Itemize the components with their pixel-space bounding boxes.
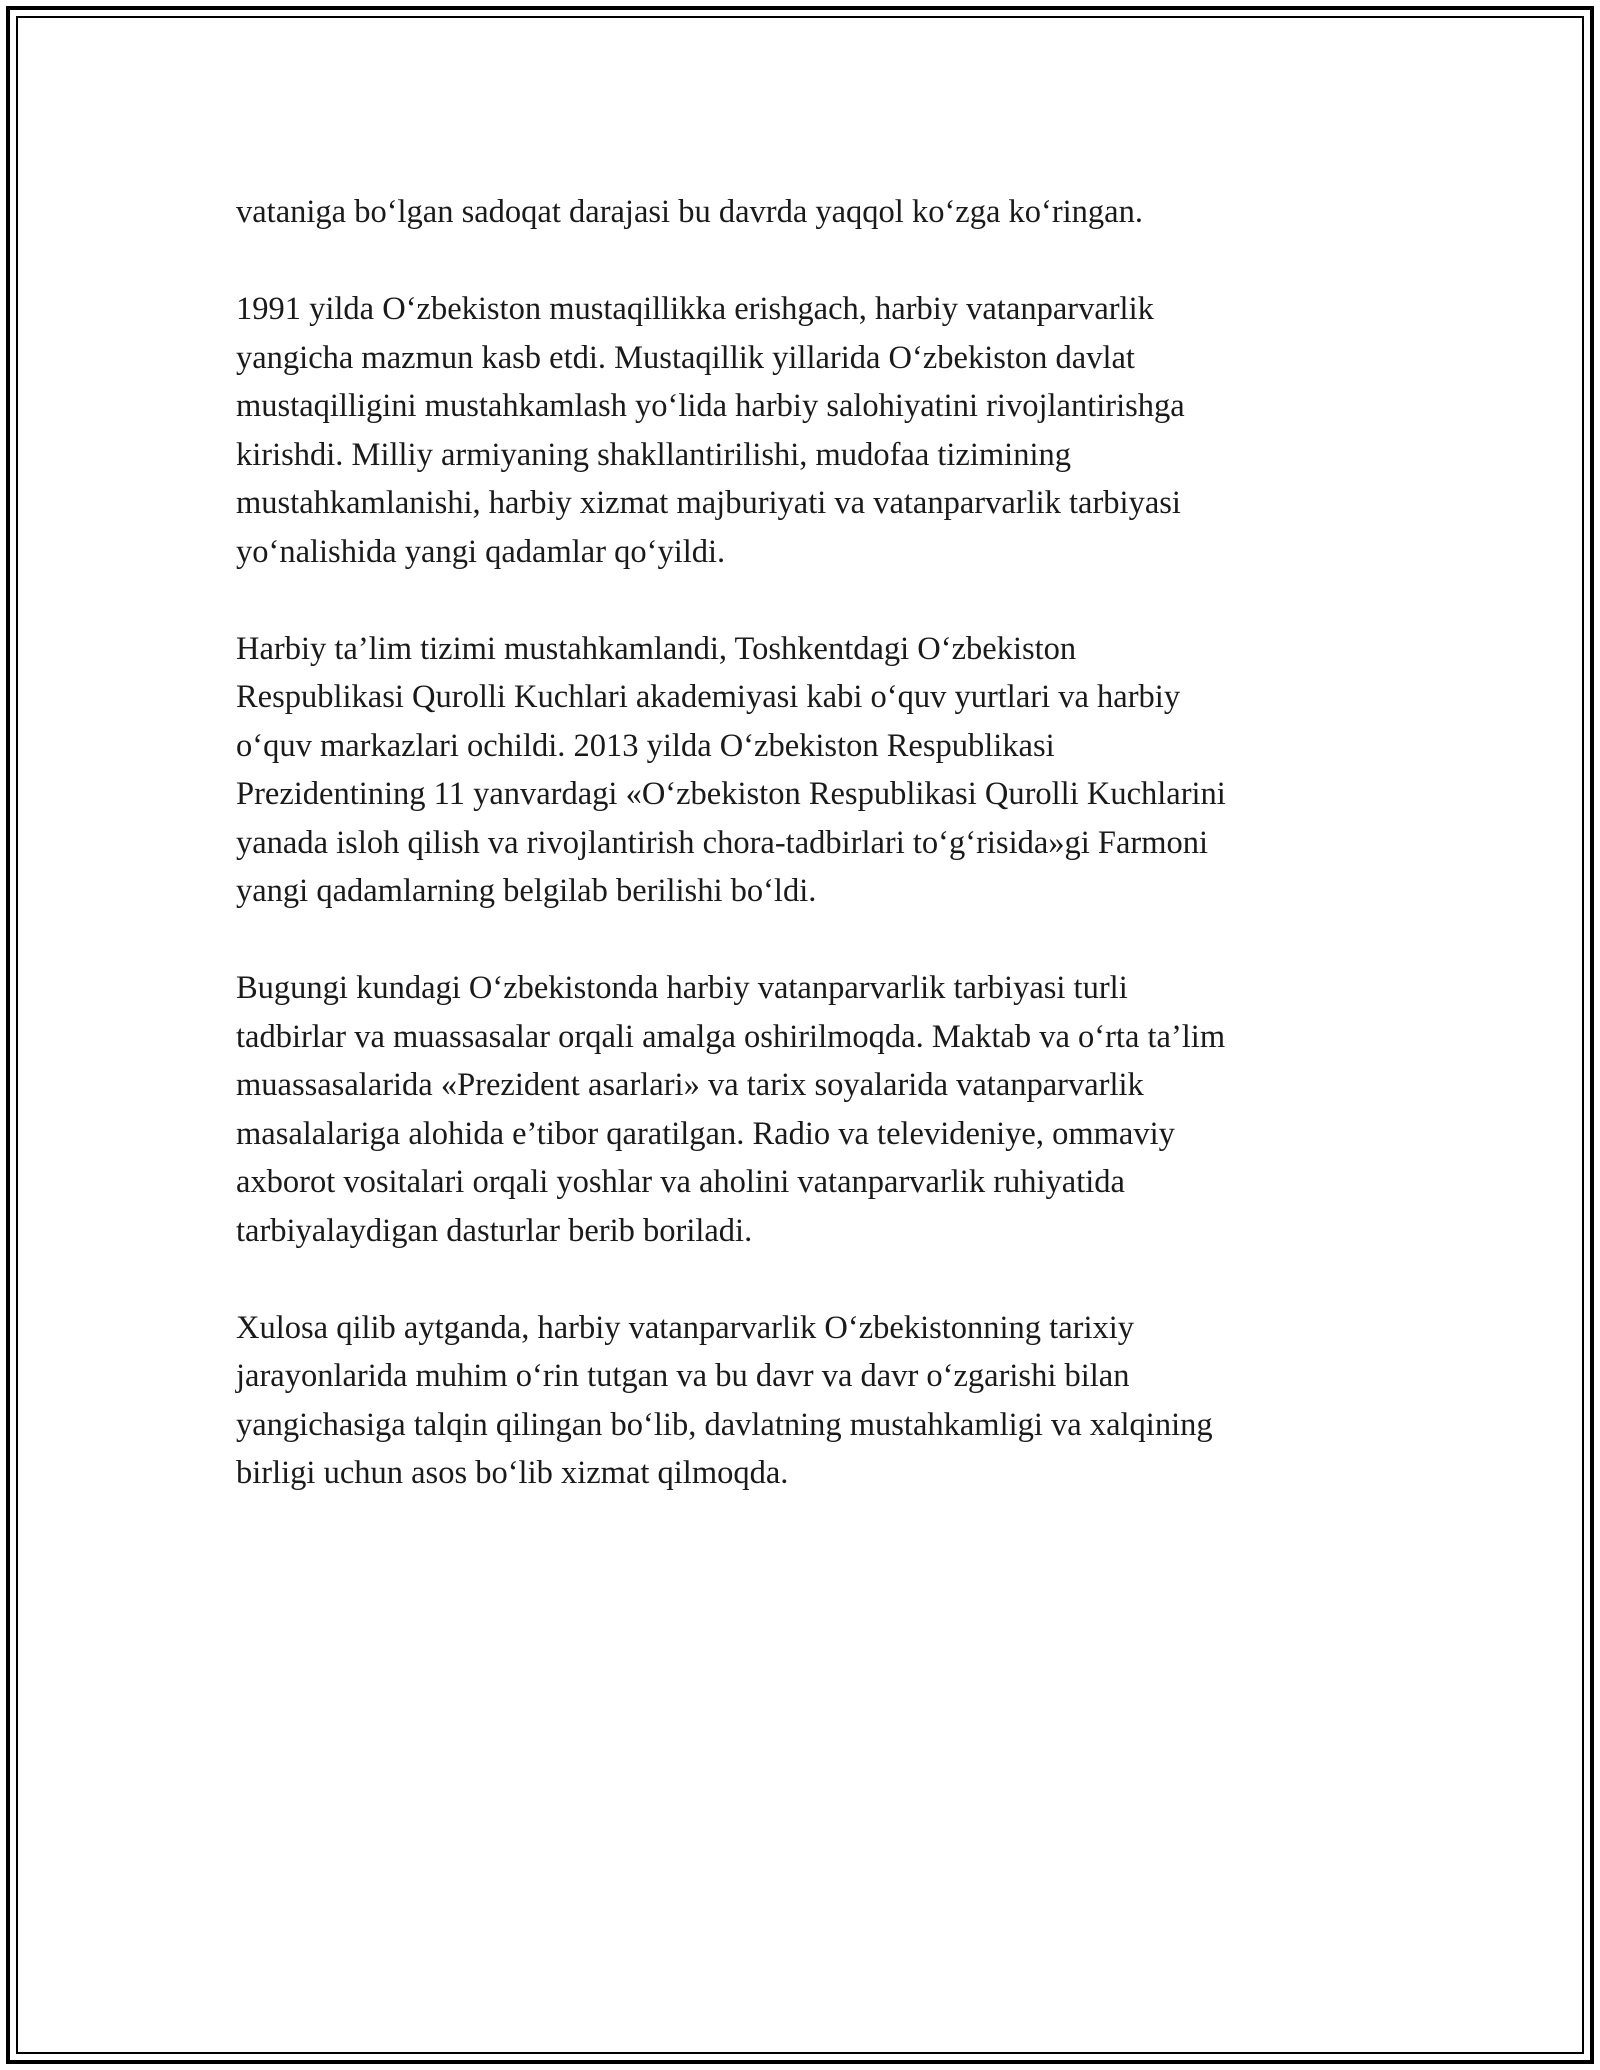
paragraph-5: Xulosa qilib aytganda, harbiy vatanparvarlik Oʻzbekistonning tarixiy jarayonlarida muhim oʻrin tutgan va bu davr va davr oʻzgarishi bilan yangichasiga talqin qilingan boʻlib, davlatning mustahkamligi va xalqining birligi uchun asos boʻlib xizmat qilmoqda. [236, 1309, 1213, 1491]
document-body [236, 188, 1366, 1546]
paragraph-2: 1991 yilda Oʻzbekiston mustaqillikka erishgach, harbiy vatanparvarlik yangicha mazmun kasb etdi. Mustaqillik yillarida Oʻzbekiston davlat mustaqilligini mustahkamlash yoʻlida harbiy salohiyatini rivojlantirishga kirishdi. Milliy armiyaning shakllantirilishi, mudofaa tizimining mustahkamlanishi, harbiy xizmat majburiyati va vatanparvarlik tarbiyasi yoʻnalishida yangi qadamlar qoʻyildi. [236, 291, 1185, 570]
paragraph-4: Bugungi kundagi Oʻzbekistonda harbiy vatanparvarlik tarbiyasi turli tadbirlar va muassasalar orqali amalga oshirilmoqda. Maktab va oʻrta ta’lim muassasalarida «Prezident asarlari» va tarix soyalarida vatanparvarlik masalalariga alohida e’tibor qaratilgan. Radio va televideniye, ommaviy axborot vositalari orqali yoshlar va aholini vatanparvarlik ruhiyatida tarbiyalaydigan dasturlar berib boriladi. [236, 970, 1226, 1249]
paragraph-1: vataniga boʻlgan sadoqat darajasi bu davrda yaqqol koʻzga koʻringan. [236, 194, 1143, 230]
paragraph-3: Harbiy ta’lim tizimi mustahkamlandi, Toshkentdagi Oʻzbekiston Respublikasi Qurolli Kuchlari akademiyasi kabi oʻquv yurtlari va harbiy oʻquv markazlari ochildi. 2013 yilda Oʻzbekiston Respublikasi Prezidentining 11 yanvardagi «Oʻzbekiston Respublikasi Qurolli Kuchlarini yanada isloh qilish va rivojlantirish chora-tadbirlari toʻgʻrisida»gi Farmoni yangi qadamlarning belgilab berilishi boʻldi. [236, 630, 1226, 909]
